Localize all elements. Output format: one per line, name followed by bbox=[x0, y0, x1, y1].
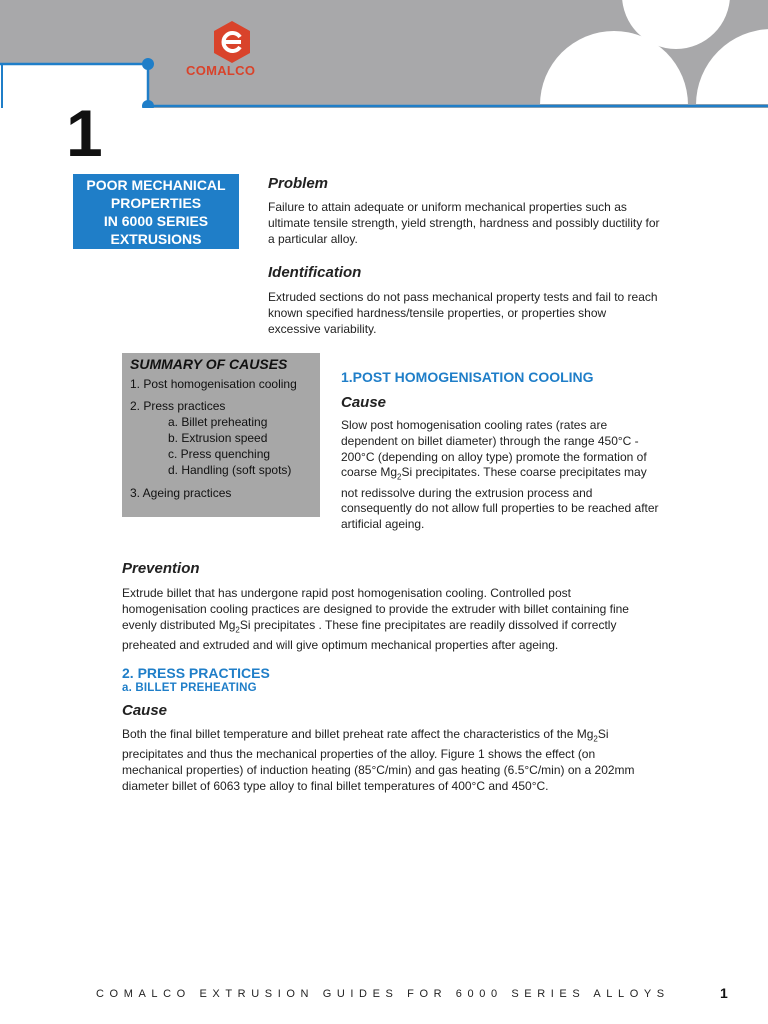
summary-subitem: d. Handling (soft spots) bbox=[168, 463, 292, 477]
problem-text: Failure to attain adequate or uniform mechanical properties such as ultimate tensile strength, yield strength, hardness and possibly ductility for a particular alloy. bbox=[268, 200, 660, 246]
header-band bbox=[0, 0, 768, 108]
summary-subitem: c. Press quenching bbox=[168, 447, 271, 461]
problem-heading: Problem bbox=[268, 175, 329, 192]
identification-heading: Identification bbox=[268, 264, 362, 281]
chapter-number: 1 bbox=[66, 96, 103, 170]
identification-text: Extruded sections do not pass mechanical property tests and fail to reach known specified hardness/tensile properties, or properties show excessive variability. bbox=[268, 290, 658, 336]
section1-heading: 1.POST HOMOGENISATION COOLING bbox=[341, 369, 594, 385]
title-line: PROPERTIES bbox=[110, 195, 202, 211]
summary-item: 3. Ageing practices bbox=[130, 486, 232, 500]
title-line: POOR MECHANICAL bbox=[86, 177, 226, 193]
title-line: EXTRUSIONS bbox=[110, 231, 202, 247]
summary-of-causes-box bbox=[122, 353, 320, 517]
section1-text: Slow post homogenisation cooling rates (rates are dependent on billet diameter) through the range 450°C - 200°C (depending on alloy type) promote the formation of coarse $Mg_2Si$ precipitates. These coarse precipitates may not redissolve during the extrusion process and consequently do not allow full properties to be reached after artificial ageing. bbox=[341, 418, 659, 532]
title-box bbox=[73, 174, 239, 249]
title-line: IN 6000 SERIES bbox=[103, 213, 209, 229]
page-number: 1 bbox=[720, 985, 728, 1001]
section1-cause-heading: Cause bbox=[341, 394, 387, 411]
footer-text: COMALCO EXTRUSION GUIDES FOR 6000 SERIES ALLOYS bbox=[96, 988, 670, 1000]
prevention-text: Extrude billet that has undergone rapid post homogenisation cooling. Controlled post homogenisation cooling practices are designed to provide the extruder with billet containing fine evenly distributed $Mg_2Si$ precipitates . These fine precipitates are readily dissolved if correctly preheated and extruded and will give optimum mechanical properties after ageing. bbox=[122, 586, 629, 652]
summary-item: 1. Post homogenisation cooling bbox=[130, 377, 297, 391]
summary-item: 2. Press practices bbox=[130, 399, 226, 413]
summary-subitem: a. Billet preheating bbox=[168, 415, 268, 429]
logo-text: COMALCO bbox=[186, 63, 256, 78]
summary-subitem: b. Extrusion speed bbox=[168, 431, 268, 445]
summary-title: SUMMARY OF CAUSES bbox=[130, 356, 288, 372]
section2-text: Both the final billet temperature and billet preheat rate affect the characteristics of the $Mg_2Si$ precipitates and thus the mechanical properties of the alloy. Figure 1 shows the effect (on mechanical properties) of induction heating (85°C/min) and gas heating (6.5°C/min) on a 202mm diameter billet of 6063 type alloy to final billet temperatures of 400°C and 450°C. bbox=[122, 727, 635, 793]
section2-subheading: a. BILLET PREHEATING bbox=[122, 682, 257, 694]
prevention-heading: Prevention bbox=[122, 560, 200, 577]
section2-heading: 2. PRESS PRACTICES bbox=[122, 665, 270, 681]
comalco-logo-icon bbox=[212, 20, 252, 64]
section2-cause-heading: Cause bbox=[122, 702, 168, 719]
